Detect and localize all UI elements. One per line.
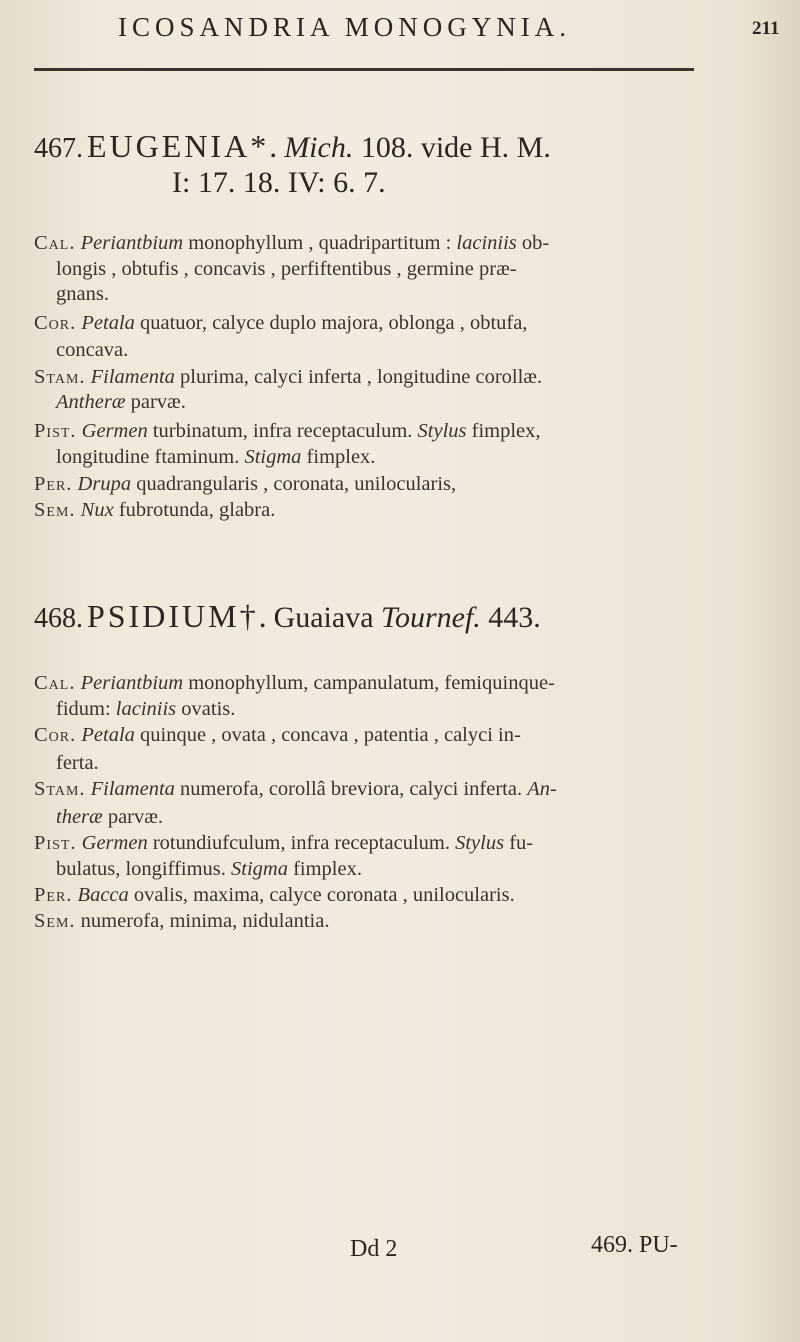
italic-term: Germen: [81, 420, 148, 442]
text-run: ovatis.: [176, 698, 236, 720]
section-label: Cor.: [34, 312, 77, 334]
italic-term: Stylus: [455, 832, 505, 854]
italic-term: Periantbium: [80, 672, 184, 694]
italic-term: Antheræ: [56, 391, 126, 413]
text-run: monophyllum , quadripartitum :: [183, 232, 457, 254]
text-run: quadrangularis , coronata, unilocularis,: [131, 473, 457, 495]
running-head: ICOSANDRIA MONOGYNIA.: [118, 12, 572, 42]
italic-term: Filamenta: [90, 366, 175, 388]
italic-term: An-: [527, 778, 557, 800]
section-label: Sem.: [34, 910, 76, 932]
section-label: Pist.: [34, 832, 77, 854]
description-line-cor: [34, 312, 527, 335]
entry-heading-psidium: [34, 598, 541, 635]
section-label: Cor.: [34, 724, 77, 746]
text-run: fidum:: [56, 698, 116, 720]
text-run: rotundiufculum, infra receptaculum.: [147, 832, 456, 854]
text-run: fubrotunda, glabra.: [113, 499, 276, 521]
italic-term: Stylus: [417, 420, 467, 442]
reference-page: 443.: [480, 601, 541, 634]
text-run: ob-: [516, 232, 550, 254]
section-label: Per.: [34, 473, 73, 495]
text-run: numerofa, minima, nidulantia.: [80, 910, 330, 932]
text-run: fimplex.: [287, 858, 362, 880]
section-label: Stam.: [34, 366, 86, 388]
header-rule: [34, 68, 694, 71]
italic-term: theræ: [56, 806, 103, 828]
description-line-continuation: [56, 752, 99, 775]
page-number: 211: [752, 18, 780, 39]
description-line-continuation: [56, 283, 109, 306]
genus-name: PSIDIUM†.: [87, 598, 270, 634]
reference-author: Tournef.: [381, 601, 481, 634]
section-label: Cal.: [34, 232, 76, 254]
reference-author: Mich.: [284, 131, 354, 164]
reference-line-2: I: 17. 18. IV: 6. 7.: [172, 166, 386, 199]
description-line-pist: [34, 832, 533, 855]
text-run: gnans.: [56, 283, 109, 305]
description-line-stam: [34, 778, 557, 801]
text-run: fu-: [504, 832, 534, 854]
italic-term: Periantbium: [80, 232, 184, 254]
description-line-per: [34, 884, 515, 907]
description-line-continuation: [56, 391, 186, 414]
description-line-continuation: [56, 858, 362, 881]
description-line-cal: [34, 672, 555, 695]
description-line-continuation: [56, 258, 517, 281]
description-line-cal: [34, 232, 549, 255]
text-run: turbinatum, infra receptaculum.: [147, 420, 418, 442]
text-run: monophyllum, campanulatum, femiquinque-: [183, 672, 555, 694]
entry-number: 467.: [34, 133, 83, 164]
description-line-sem: [34, 499, 275, 522]
catchword: 469. PU-: [591, 1232, 678, 1258]
description-line-sem: [34, 910, 329, 933]
description-line-stam: [34, 366, 542, 389]
text-run: parvæ.: [102, 806, 164, 828]
description-line-continuation: [56, 446, 375, 469]
text-run: bulatus, longiffimus.: [56, 858, 232, 880]
entry-heading-eugenia: [34, 128, 551, 165]
italic-term: Petala: [81, 312, 135, 334]
reference-text: 108. vide H. M.: [353, 131, 551, 164]
section-label: Cal.: [34, 672, 76, 694]
italic-term: laciniis: [456, 232, 517, 254]
description-line-pist: [34, 420, 541, 443]
reference: [274, 601, 541, 634]
italic-term: Stigma: [244, 446, 302, 468]
section-label: Per.: [34, 884, 73, 906]
italic-term: Germen: [81, 832, 148, 854]
text-run: quatuor, calyce duplo majora, oblonga , obtufa,: [134, 312, 528, 334]
italic-term: Bacca: [77, 884, 129, 906]
section-label: Stam.: [34, 778, 86, 800]
italic-term: Nux: [80, 499, 114, 521]
section-label: Sem.: [34, 499, 76, 521]
description-line-continuation: [56, 698, 235, 721]
italic-term: laciniis: [115, 698, 177, 720]
reference-text: Guaiava: [273, 601, 382, 634]
page-header: [0, 0, 800, 60]
description-line-continuation: [56, 806, 163, 829]
reference: [284, 131, 551, 164]
description-line-continuation: [56, 339, 128, 362]
text-run: longis , obtufis , concavis , perfiftentibus , germine præ-: [56, 258, 517, 280]
text-run: quinque , ovata , concava , patentia , calyci in-: [134, 724, 521, 746]
text-run: parvæ.: [125, 391, 186, 413]
text-run: concava.: [56, 339, 129, 361]
text-run: numerofa, corollâ breviora, calyci inferta.: [174, 778, 528, 800]
signature-mark: Dd 2: [350, 1236, 398, 1262]
text-run: longitudine ftaminum.: [56, 446, 245, 468]
text-run: plurima, calyci inferta , longitudine corollæ.: [174, 366, 543, 388]
section-label: Pist.: [34, 420, 77, 442]
genus-name: EUGENIA*.: [87, 128, 281, 164]
italic-term: Petala: [81, 724, 135, 746]
italic-term: Drupa: [77, 473, 132, 495]
text-run: fimplex.: [301, 446, 376, 468]
italic-term: Filamenta: [90, 778, 175, 800]
entry-number: 468.: [34, 603, 83, 634]
text-run: fimplex,: [466, 420, 541, 442]
description-line-cor: [34, 724, 521, 747]
text-run: ferta.: [56, 752, 99, 774]
italic-term: Stigma: [231, 858, 288, 880]
text-run: ovalis, maxima, calyce coronata , unilocularis.: [128, 884, 515, 906]
description-line-per: [34, 473, 456, 496]
